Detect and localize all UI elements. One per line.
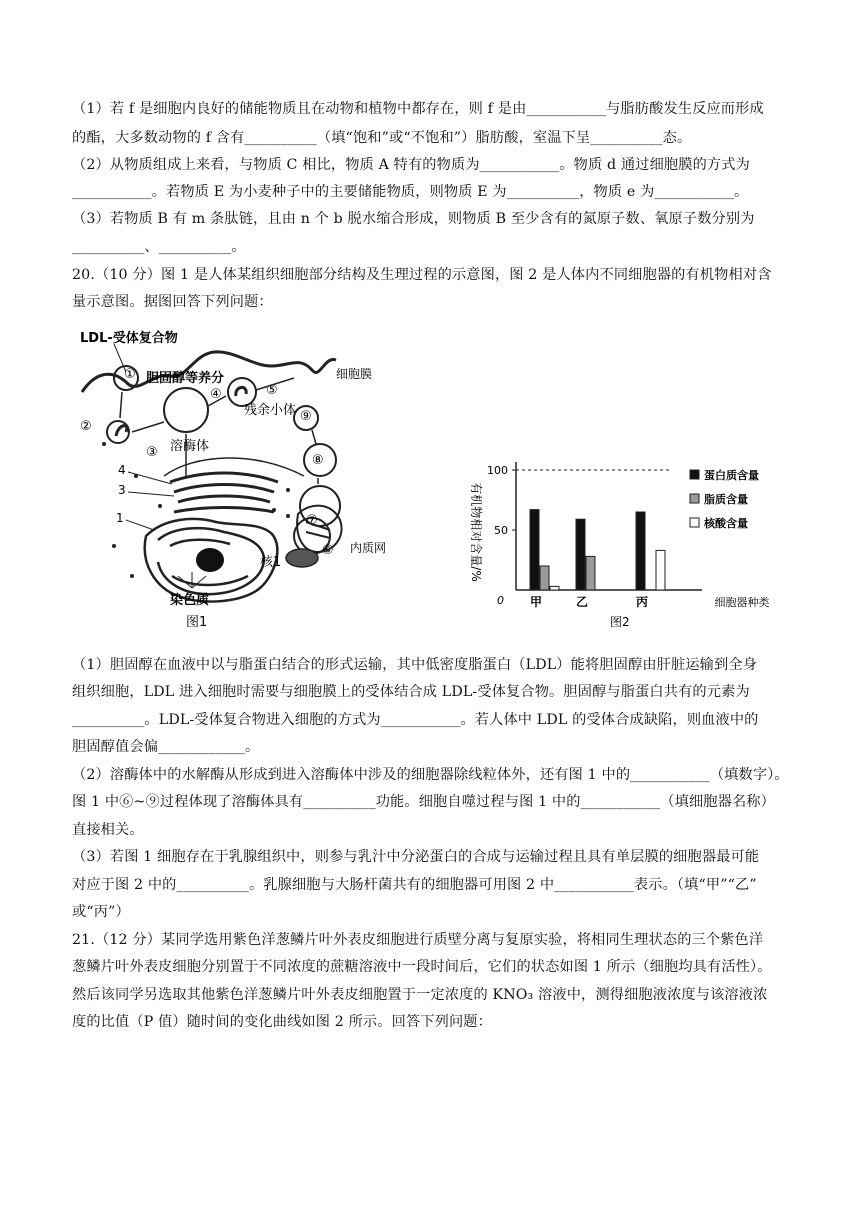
label-1: 1	[116, 511, 124, 525]
text-line: （3）若图 1 细胞存在于乳腺组织中，则参与乳汁中分泌蛋白的合成与运输过程且具有单层膜的细胞器最可能	[72, 849, 760, 865]
category-label: 甲	[529, 595, 543, 609]
figure-2-caption: 图2	[610, 615, 630, 629]
legend-swatch	[690, 518, 699, 527]
step-9: ⑨	[300, 409, 312, 424]
bar-丙-蛋白质含量	[636, 512, 645, 590]
complex-label: LDL-受体复合物	[80, 331, 178, 346]
step-5: ⑤	[266, 383, 278, 398]
step-6: ⑥	[322, 543, 334, 558]
residual-body-label: 残余小体	[244, 403, 297, 418]
membrane-label: 细胞膜	[336, 367, 373, 381]
bar-乙-蛋白质含量	[576, 519, 585, 590]
bar-甲-蛋白质含量	[530, 510, 539, 590]
y-tick-label: 50	[494, 524, 508, 537]
legend-swatch	[690, 494, 699, 503]
legend-label: 蛋白质含量	[704, 469, 759, 482]
step-2: ②	[80, 419, 92, 434]
text-line: （2）从物质组成上来看，与物质 C 相比，物质 A 特有的物质为___________。物质 d 通过细胞膜的方式为	[72, 157, 750, 173]
text-line: （1）胆固醇在血液中以与脂蛋白结合的形式运输，其中低密度脂蛋白（LDL）能将胆固醇由肝脏运输到全身	[72, 657, 758, 673]
question-20-stem: 20.（10 分）图 1 是人体某组织细胞部分结构及生理过程的示意图，图 2 是人体内不同细胞器的有机物相对含	[72, 267, 772, 283]
y-tick-label: 0	[497, 594, 504, 607]
text-line: 量示意图。据图回答下列问题：	[72, 294, 273, 310]
text-line: （3）若物质 B 有 m 条肽链，且由 n 个 b 脱水缩合形成，则物质 B 至少含有的氮原子数、氧原子数分别为	[72, 211, 755, 227]
label-4: 4	[118, 463, 126, 477]
text-line: ___________。若物质 E 为小麦种子中的主要储能物质，则物质 E 为__________，物质 e 为___________。	[72, 184, 749, 200]
x-axis-label: 细胞器种类	[714, 596, 770, 609]
y-axis-label: 有机物相对含量/%	[469, 482, 483, 582]
text-line: 或“丙”）	[72, 904, 130, 920]
step-8: ⑧	[312, 453, 324, 468]
text-line: __________、__________。	[72, 239, 246, 255]
text-line: 度的比值（P 值）随时间的变化曲线如图 2 所示。回答下列问题：	[72, 1014, 492, 1030]
text-line: 对应于图 2 中的__________。乳腺细胞与大肠杆菌共有的细胞器可用图 2 中___________表示。（填“甲”“乙”	[72, 877, 757, 893]
text-line: 的酯，大多数动物的 f 含有__________（填“饱和”或“不饱和”）脂肪酸，室温下呈__________态。	[72, 130, 692, 146]
label-3: 3	[118, 483, 126, 497]
bar-甲-脂质含量	[540, 566, 549, 590]
category-label: 丙	[635, 595, 649, 609]
figure-1-cell-diagram	[74, 326, 454, 634]
legend-label: 脂质含量	[704, 493, 748, 506]
legend-swatch	[690, 470, 699, 479]
er-label: 内质网	[350, 541, 387, 555]
bar-乙-脂质含量	[586, 556, 595, 590]
question-21-stem: 21.（12 分）某同学选用紫色洋葱鳞片叶外表皮细胞进行质壁分离与复原实验，将相同生理状态的三个紫色洋	[72, 932, 764, 948]
y-tick-label: 100	[487, 464, 508, 477]
figure-1-caption: 图1	[186, 615, 208, 630]
cholesterol-label: 胆固醇等养分	[146, 371, 225, 386]
text-line: 胆固醇值会偏____________。	[72, 739, 260, 755]
text-line: 然后该同学另选取其他紫色洋葱鳞片叶外表皮细胞置于一定浓度的 KNO₃ 溶液中，测得细胞液浓度与该溶液浓	[72, 987, 768, 1003]
nucleus-label: 核1	[260, 555, 282, 570]
step-7: ⑦	[306, 513, 318, 528]
text-line: 图 1 中⑥~⑨过程体现了溶酶体具有__________功能。细胞自噬过程与图 1 中的___________（填细胞器名称）	[72, 794, 775, 810]
step-3: ③	[146, 445, 158, 460]
text-line: 直接相关。	[72, 822, 144, 838]
lysosome-label: 溶酶体	[170, 439, 210, 454]
chromatin-label: 染色质	[170, 593, 210, 608]
category-label: 乙	[575, 595, 589, 609]
bar-甲-核酸含量	[550, 586, 559, 590]
bar-丙-核酸含量	[656, 550, 665, 590]
text-line: 组织细胞，LDL 进入细胞时需要与细胞膜上的受体结合成 LDL-受体复合物。胆固醇与脂蛋白共有的元素为	[72, 684, 750, 700]
text-line: 葱鳞片叶外表皮细胞分别置于不同浓度的蔗糖溶液中一段时间后，它们的状态如图 1 所示（细胞均具有活性）。	[72, 959, 772, 975]
text-line: （2）溶酶体中的水解酶从形成到进入溶酶体中涉及的细胞器除线粒体外，还有图 1 中的___________（填数字）。	[72, 767, 789, 783]
text-line: （1）若 f 是细胞内良好的储能物质且在动物和植物中都存在，则 f 是由___________与脂肪酸发生反应而形成	[72, 101, 764, 117]
legend-label: 核酸含量	[704, 517, 748, 530]
figure-2-bar-chart	[452, 440, 782, 634]
text-line: __________。LDL-受体复合物进入细胞的方式为___________。若人体中 LDL 的受体合成缺陷，则血液中的	[72, 712, 759, 728]
step-4: ④	[210, 387, 222, 402]
step-1: ①	[124, 367, 136, 382]
